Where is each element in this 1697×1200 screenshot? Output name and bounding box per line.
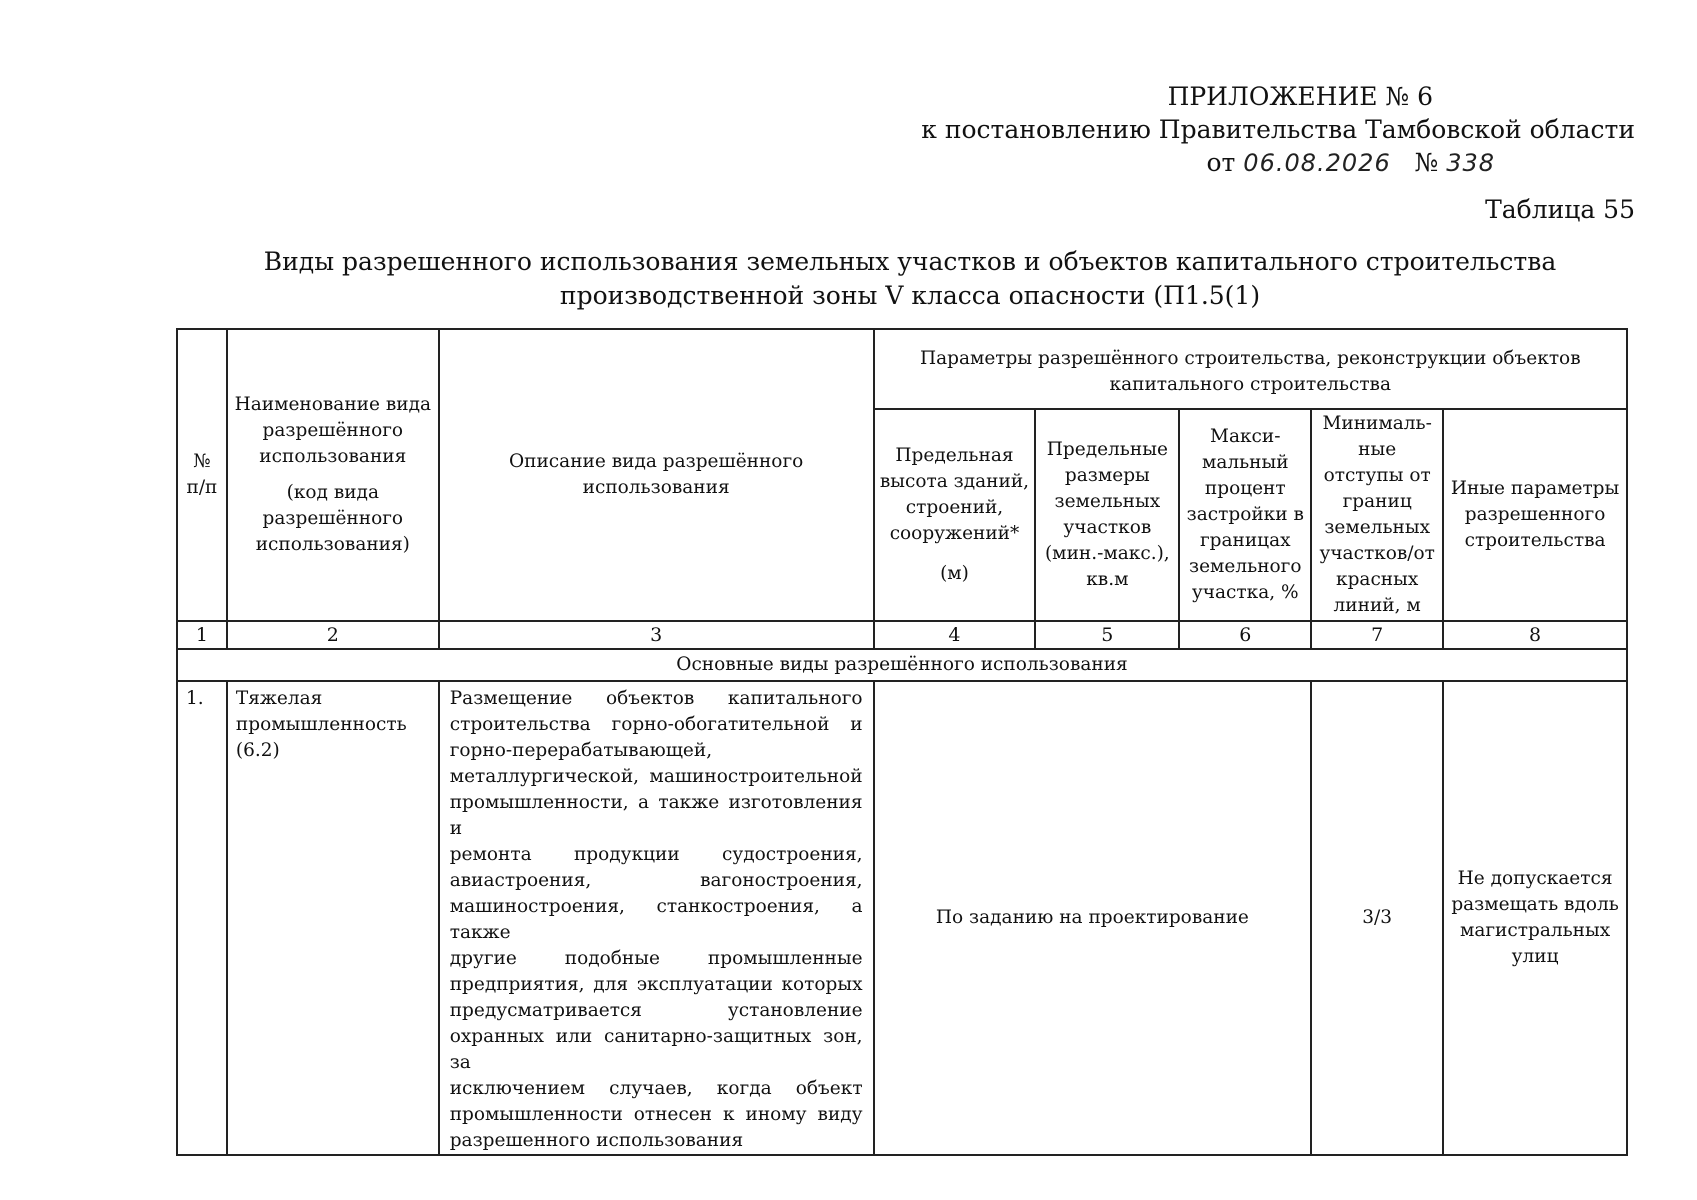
- description-line: предприятия, для эксплуатации которых: [449, 974, 863, 995]
- table-number: Таблица 55: [1485, 195, 1635, 224]
- header-col-description-label: Описание вида разрешённого использования: [508, 451, 804, 498]
- description-line: разрешенного использования: [449, 1130, 744, 1151]
- header-col-height-label: Предельная высота зданий, строений, сооружений*: [879, 445, 1030, 544]
- header-params-group: [874, 329, 1627, 409]
- column-number: 7: [1311, 621, 1443, 649]
- header-col-name-label: Наименование вида разрешённого использования: [234, 394, 431, 467]
- header-col-description: [439, 329, 874, 621]
- column-number: 6: [1179, 621, 1311, 649]
- document-title: Виды разрешенного использования земельных участков и объектов капитального строительства производственной зоны V класса опасности (П1.5(1): [263, 247, 1557, 310]
- column-number-row: [177, 621, 1627, 649]
- handwritten-number: 338: [1446, 149, 1495, 177]
- description-line: горно-перерабатывающей,: [449, 740, 713, 761]
- description-line: металлургической, машиностроительной: [449, 766, 863, 787]
- description-line: другие подобные промышленные: [449, 948, 863, 969]
- from-label: от: [1206, 148, 1236, 177]
- handwritten-date: 06.08.2026: [1243, 149, 1391, 177]
- row-params-merged: По заданию на проектирование: [874, 681, 1312, 1155]
- annex-title: ПРИЛОЖЕНИЕ № 6: [1167, 82, 1433, 111]
- section-row: [177, 649, 1627, 681]
- description-line: промышленности отнесен к иному виду: [449, 1104, 863, 1125]
- number-label: №: [1414, 148, 1439, 177]
- column-number: 3: [439, 621, 874, 649]
- row-setbacks: 3/3: [1311, 681, 1443, 1155]
- row-number: 1.: [177, 681, 227, 1155]
- column-number: 2: [227, 621, 439, 649]
- description-line: строительства горно-обогатительной и: [449, 714, 863, 735]
- column-number: 1: [177, 621, 227, 649]
- header-col-plot-size: Предельные размеры земельных участков (мин.-макс.), кв.м: [1035, 409, 1179, 621]
- column-number: 4: [874, 621, 1036, 649]
- annex-header: [921, 80, 1635, 180]
- description-line: исключением случаев, когда объект: [449, 1078, 863, 1099]
- row-use-name: Тяжелая промышленность (6.2): [227, 681, 439, 1155]
- header-col-other-params: Иные параметры разрешенного строительства: [1443, 409, 1627, 621]
- row-other-params: Не допускается размещать вдоль магистральных улиц: [1443, 681, 1627, 1155]
- annex-resolution: к постановлению Правительства Тамбовской области: [921, 115, 1635, 144]
- table-row: [177, 681, 1627, 1155]
- header-col-name-code: (код вида разрешённого использования): [255, 482, 410, 555]
- description-line: промышленности, а также изготовления и: [449, 792, 863, 839]
- header-row-top: [177, 329, 1627, 409]
- row-description: [439, 681, 874, 1155]
- header-col-height-unit: (м): [940, 563, 969, 584]
- description-line: Размещение объектов капитального: [449, 688, 863, 709]
- header-params-group-label: Параметры разрешённого строительства, реконструкции объектов капитального строительства: [919, 348, 1581, 395]
- description-line: авиастроения, вагоностроения,: [449, 870, 863, 891]
- header-col-name: [227, 329, 439, 621]
- description-line: ремонта продукции судостроения,: [449, 844, 863, 865]
- header-col-height: [874, 409, 1036, 621]
- description-line: машиностроения, станкостроения, а также: [449, 896, 863, 943]
- annex-date-number: [921, 146, 1495, 180]
- section-title: Основные виды разрешённого использования: [177, 649, 1627, 681]
- header-col-number: № п/п: [177, 329, 227, 621]
- column-number: 8: [1443, 621, 1627, 649]
- column-number: 5: [1035, 621, 1179, 649]
- description-line: охранных или санитарно-защитных зон, за: [449, 1026, 863, 1073]
- land-use-table: [176, 328, 1628, 1156]
- description-line: предусматривается установление: [449, 1000, 863, 1021]
- header-col-setbacks: Минималь-ные отступы от границ земельных участков/от красных линий, м: [1311, 409, 1443, 621]
- header-col-max-coverage: Макси-мальный процент застройки в границах земельного участка, %: [1179, 409, 1311, 621]
